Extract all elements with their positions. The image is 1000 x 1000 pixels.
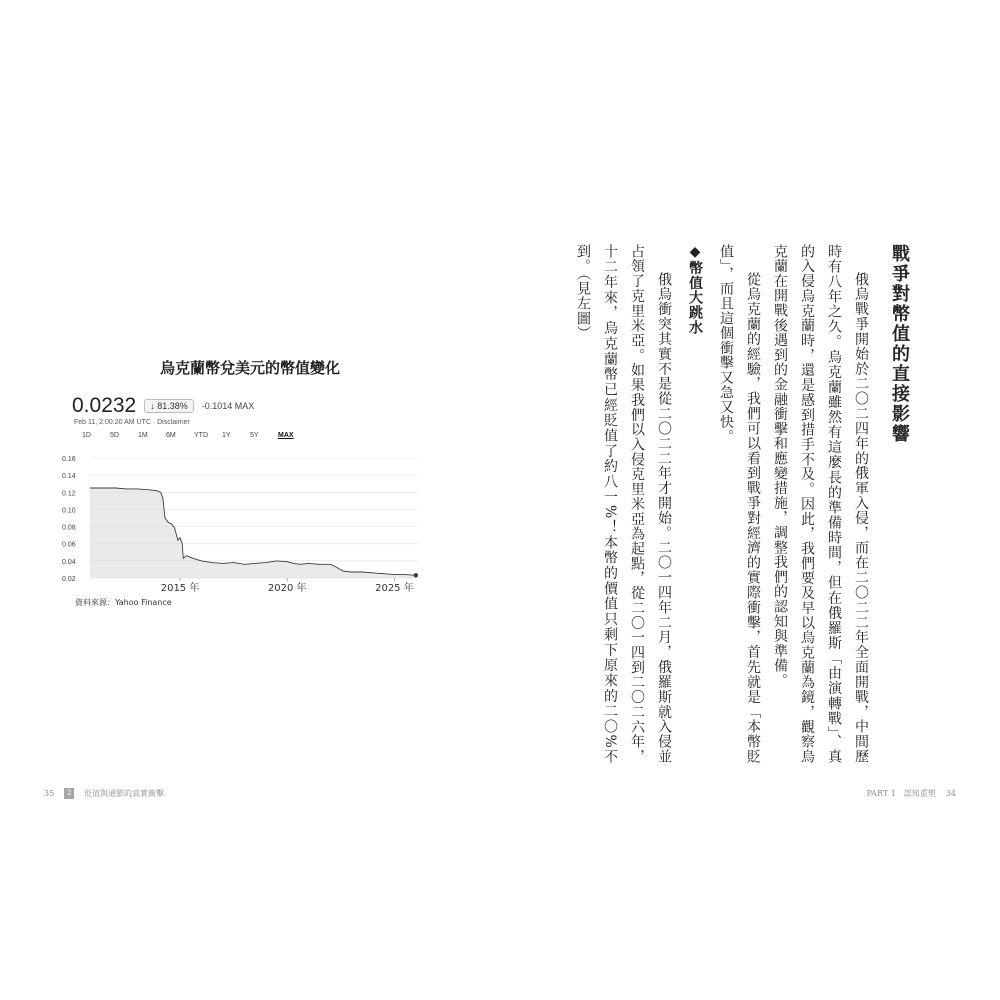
right-footer (867, 788, 956, 799)
section-heading: 戰爭對幣值的直接影響 (889, 244, 910, 444)
range-tab-1d[interactable]: 1D (82, 432, 91, 439)
article-body (569, 244, 913, 764)
y-tick-label: 0.02 (62, 576, 76, 583)
range-tab-5d[interactable]: 5D (110, 432, 119, 439)
paragraph: 俄烏衝突其實不是從二〇二二年才開始。二〇一四年二月，俄羅斯就入侵並占領了克里米亞。如果我們以入侵克里米亞為起點，從二〇一四到二〇二六年，十二年來，烏克蘭幣已經貶值了約八一%！本幣的價值只剩下原來的二〇%不到。（見左圖） (575, 244, 672, 764)
change-percent-badge: ↓ 81.38% (144, 399, 194, 413)
range-tab-ytd[interactable]: YTD (194, 432, 208, 439)
y-tick-label: 0.16 (62, 456, 76, 463)
chart-title: 烏克蘭幣兌美元的幣值變化 (159, 359, 340, 377)
left-page-number: 35 (44, 789, 55, 798)
last-point (414, 573, 418, 577)
x-tick-label: 2015 年 (160, 583, 200, 594)
range-tabs (72, 432, 296, 439)
current-price: 0.0232 (72, 394, 137, 417)
change-absolute: -0.1014 MAX (201, 401, 255, 411)
range-tab-1m[interactable]: 1M (138, 432, 148, 439)
y-tick-label: 0.06 (62, 541, 76, 549)
paragraph: 從烏克蘭的經驗，我們可以看到戰爭對經濟的實際衝擊，首先就是「本幣貶值」，而且這個衝擊又急又快。 (718, 244, 761, 764)
y-tick-label: 0.08 (62, 524, 76, 532)
right-page-number: 34 (945, 789, 956, 798)
quote-timestamp: Feb 11, 2:00:20 AM UTC · Disclaimer (74, 419, 190, 426)
range-tab-1y[interactable]: 1Y (222, 432, 231, 439)
exchange-rate-chart (60, 448, 430, 596)
range-tab-5y[interactable]: 5Y (250, 432, 259, 439)
y-tick-label: 0.04 (62, 558, 76, 566)
quote-row (72, 394, 254, 418)
range-tab-6m[interactable]: 6M (166, 432, 176, 439)
x-tick-label: 2025 年 (375, 583, 414, 594)
part-label: PART 1 認知重塑 (866, 789, 936, 798)
y-tick-label: 0.14 (62, 473, 76, 481)
chart-source: 資料來源：Yahoo Finance (75, 598, 172, 607)
right-page (500, 0, 1000, 1000)
range-tab-max[interactable]: MAX (278, 432, 294, 439)
area-fill (90, 488, 416, 578)
subsection-heading: ◆幣值大跳水 (687, 244, 703, 335)
y-tick-label: 0.12 (62, 490, 76, 498)
left-footer (44, 788, 164, 799)
chapter-number-badge: 2 (64, 788, 74, 799)
paragraph: 俄烏戰爭開始於二〇二四年的俄軍入侵，而在二〇二二年全面開戰，中間歷時有八年之久。烏克蘭雖然有這麼長的準備時間，但在俄羅斯「由演轉戰」、真的入侵烏克蘭時，還是感到措手不及。因此，我們要及早以烏克蘭為鏡，觀察烏克蘭在開戰後遇到的金融衝擊和應變措施，調整我們的認知與準備。 (772, 244, 869, 764)
x-tick-label: 2020 年 (267, 583, 307, 594)
y-tick-label: 0.10 (62, 507, 76, 515)
chapter-title: 貶值與通膨的真實衝擊 (84, 789, 165, 798)
